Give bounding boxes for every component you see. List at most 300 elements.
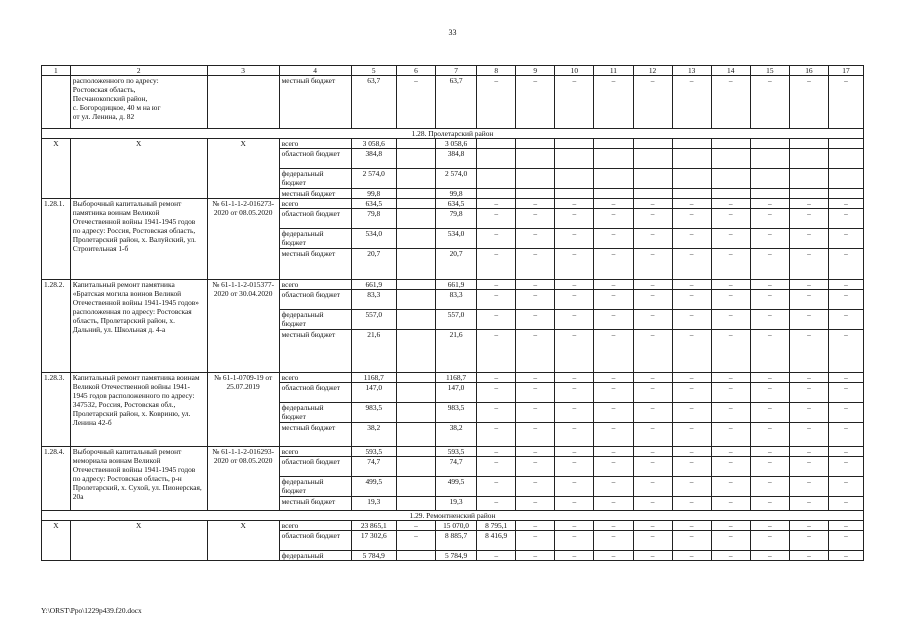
funding-source: местный бюджет bbox=[279, 76, 351, 129]
dash-cell: – bbox=[477, 310, 516, 330]
dash-cell: – bbox=[633, 310, 672, 330]
col-header: 1 bbox=[42, 66, 71, 76]
dash-cell: – bbox=[672, 423, 711, 447]
dash-cell: – bbox=[516, 249, 555, 280]
dash-cell: – bbox=[555, 330, 594, 373]
funding-source: местный бюджет bbox=[279, 249, 351, 280]
value-cell: 83,3 bbox=[435, 290, 476, 310]
dash-cell: – bbox=[750, 423, 789, 447]
dash-cell: – bbox=[750, 447, 789, 457]
dash-cell: – bbox=[555, 76, 594, 129]
dash-cell: – bbox=[516, 383, 555, 403]
value-cell: 8 416,9 bbox=[477, 531, 516, 551]
value-cell: 983,5 bbox=[351, 403, 396, 423]
object-name: Капитальный ремонт памятника воинам Великой Отечественной войны 1941-1945 годов расположенного по адресу: 347532, Россия, Ростовская обл., Пролетарский район, х. Ковриню, ул. Ленина 42-б bbox=[70, 373, 207, 447]
value-cell: 557,0 bbox=[435, 310, 476, 330]
section-title: 1.28. Пролетарский район bbox=[42, 129, 864, 139]
dash-cell: – bbox=[633, 290, 672, 310]
dash-cell: – bbox=[633, 477, 672, 497]
dash-cell: – bbox=[672, 373, 711, 383]
dash-cell: – bbox=[555, 373, 594, 383]
value-cell: 20,7 bbox=[435, 249, 476, 280]
col-header: 8 bbox=[477, 66, 516, 76]
dash-cell: – bbox=[594, 383, 633, 403]
value-cell: 147,0 bbox=[435, 383, 476, 403]
dash-cell: – bbox=[789, 199, 828, 209]
col-header: 11 bbox=[594, 66, 633, 76]
table-row bbox=[42, 521, 864, 531]
dash-cell: – bbox=[828, 423, 863, 447]
dash-cell: – bbox=[477, 373, 516, 383]
value-cell: 63,7 bbox=[351, 76, 396, 129]
value-cell: 499,5 bbox=[435, 477, 476, 497]
dash-cell: – bbox=[633, 551, 672, 561]
dash-cell: – bbox=[555, 209, 594, 229]
col-header: 3 bbox=[207, 66, 279, 76]
col-header: 16 bbox=[789, 66, 828, 76]
dash-cell: – bbox=[477, 457, 516, 477]
x-mark: X bbox=[42, 139, 71, 199]
table-row bbox=[42, 139, 864, 149]
dash-cell: – bbox=[594, 423, 633, 447]
x-mark: X bbox=[70, 521, 207, 561]
dash-cell: – bbox=[750, 383, 789, 403]
dash-cell: – bbox=[789, 447, 828, 457]
dash-cell: – bbox=[750, 373, 789, 383]
dash-cell: – bbox=[828, 280, 863, 290]
dash-cell: – bbox=[789, 209, 828, 229]
dash-cell: – bbox=[594, 330, 633, 373]
funding-source: всего bbox=[279, 521, 351, 531]
value-cell: 534,0 bbox=[351, 229, 396, 249]
dash-cell: – bbox=[711, 551, 750, 561]
value-cell: 661,9 bbox=[435, 280, 476, 290]
dash-cell: – bbox=[711, 457, 750, 477]
value-cell: 634,5 bbox=[351, 199, 396, 209]
value-cell: 23 865,1 bbox=[351, 521, 396, 531]
dash-cell: – bbox=[828, 209, 863, 229]
document-reference: № 61-1-0709-19 от 25.07.2019 bbox=[207, 373, 279, 447]
col-header: 5 bbox=[351, 66, 396, 76]
funding-source: областной бюджет bbox=[279, 290, 351, 310]
dash-cell: – bbox=[633, 403, 672, 423]
document-reference: № 61-1-1-2-016273-2020 от 08.05.2020 bbox=[207, 199, 279, 280]
dash-cell: – bbox=[789, 521, 828, 531]
dash-cell: – bbox=[828, 383, 863, 403]
dash-cell: – bbox=[828, 497, 863, 511]
dash-cell: – bbox=[672, 551, 711, 561]
dash-cell: – bbox=[750, 209, 789, 229]
value-cell: 21,6 bbox=[351, 330, 396, 373]
dash-cell: – bbox=[516, 477, 555, 497]
value-cell: 384,8 bbox=[351, 149, 396, 169]
dash-cell: – bbox=[711, 229, 750, 249]
value-cell: 593,5 bbox=[351, 447, 396, 457]
dash-cell: – bbox=[516, 290, 555, 310]
col-header: 6 bbox=[396, 66, 435, 76]
dash-cell: – bbox=[516, 551, 555, 561]
value-cell: 21,6 bbox=[435, 330, 476, 373]
dash-cell: – bbox=[594, 457, 633, 477]
dash-cell: – bbox=[750, 477, 789, 497]
funding-source: федеральный бюджет bbox=[279, 169, 351, 189]
dash-cell: – bbox=[672, 497, 711, 511]
dash-cell: – bbox=[672, 521, 711, 531]
funding-source: областной бюджет bbox=[279, 149, 351, 169]
value-cell: 38,2 bbox=[351, 423, 396, 447]
dash-cell: – bbox=[633, 229, 672, 249]
value-cell: 1168,7 bbox=[435, 373, 476, 383]
col-header: 9 bbox=[516, 66, 555, 76]
col-header: 13 bbox=[672, 66, 711, 76]
value-cell: 593,5 bbox=[435, 447, 476, 457]
dash-cell: – bbox=[477, 477, 516, 497]
dash-cell: – bbox=[555, 447, 594, 457]
value-cell: 79,8 bbox=[351, 209, 396, 229]
dash-cell: – bbox=[555, 477, 594, 497]
dash-cell: – bbox=[711, 497, 750, 511]
table-row bbox=[42, 373, 864, 383]
dash-cell: – bbox=[711, 330, 750, 373]
value-cell: 2 574,0 bbox=[351, 169, 396, 189]
dash-cell: – bbox=[555, 551, 594, 561]
value-cell: 20,7 bbox=[351, 249, 396, 280]
dash-cell: – bbox=[516, 76, 555, 129]
dash-cell: – bbox=[633, 280, 672, 290]
funding-source: областной бюджет bbox=[279, 209, 351, 229]
dash-cell: – bbox=[516, 531, 555, 551]
dash-cell: – bbox=[828, 373, 863, 383]
section-header bbox=[42, 511, 864, 521]
dash-cell: – bbox=[672, 330, 711, 373]
dash-cell: – bbox=[594, 373, 633, 383]
dash-cell: – bbox=[633, 330, 672, 373]
dash-cell: – bbox=[828, 477, 863, 497]
value-cell: 534,0 bbox=[435, 229, 476, 249]
section-header bbox=[42, 129, 864, 139]
dash-cell: – bbox=[516, 209, 555, 229]
dash-cell: – bbox=[516, 280, 555, 290]
value-cell: 15 070,0 bbox=[435, 521, 476, 531]
dash-cell: – bbox=[477, 199, 516, 209]
dash-cell: – bbox=[516, 199, 555, 209]
dash-cell: – bbox=[711, 477, 750, 497]
dash-cell: – bbox=[828, 551, 863, 561]
dash-cell: – bbox=[789, 373, 828, 383]
dash-cell: – bbox=[828, 521, 863, 531]
dash-cell: – bbox=[750, 521, 789, 531]
dash-cell: – bbox=[672, 199, 711, 209]
value-cell: 38,2 bbox=[435, 423, 476, 447]
dash-cell: – bbox=[594, 209, 633, 229]
funding-source: областной бюджет bbox=[279, 531, 351, 551]
funding-source: федеральный бюджет bbox=[279, 477, 351, 497]
dash-cell: – bbox=[516, 229, 555, 249]
dash-cell: – bbox=[594, 76, 633, 129]
funding-source: федеральный бюджет bbox=[279, 403, 351, 423]
dash-cell: – bbox=[672, 249, 711, 280]
dash-cell: – bbox=[555, 199, 594, 209]
dash-cell: – bbox=[672, 76, 711, 129]
dash-cell: – bbox=[750, 249, 789, 280]
dash-cell: – bbox=[516, 330, 555, 373]
dash-cell: – bbox=[711, 373, 750, 383]
dash-cell: – bbox=[828, 330, 863, 373]
x-mark: X bbox=[207, 521, 279, 561]
dash-cell: – bbox=[555, 383, 594, 403]
dash-cell: – bbox=[711, 76, 750, 129]
value-cell: – bbox=[396, 531, 435, 551]
value-cell: 74,7 bbox=[435, 457, 476, 477]
dash-cell: – bbox=[633, 199, 672, 209]
dash-cell: – bbox=[594, 497, 633, 511]
funding-source: федеральный bbox=[279, 551, 351, 561]
value-cell: 557,0 bbox=[351, 310, 396, 330]
dash-cell: – bbox=[477, 551, 516, 561]
dash-cell: – bbox=[555, 249, 594, 280]
funding-source: всего bbox=[279, 447, 351, 457]
dash-cell: – bbox=[789, 423, 828, 447]
dash-cell: – bbox=[594, 290, 633, 310]
dash-cell: – bbox=[711, 383, 750, 403]
dash-cell: – bbox=[711, 310, 750, 330]
dash-cell: – bbox=[633, 76, 672, 129]
dash-cell: – bbox=[516, 403, 555, 423]
dash-cell: – bbox=[555, 457, 594, 477]
dash-cell: – bbox=[594, 280, 633, 290]
dash-cell: – bbox=[555, 531, 594, 551]
dash-cell: – bbox=[789, 551, 828, 561]
dash-cell: – bbox=[672, 280, 711, 290]
dash-cell: – bbox=[789, 477, 828, 497]
dash-cell: – bbox=[711, 290, 750, 310]
dash-cell: – bbox=[789, 249, 828, 280]
dash-cell: – bbox=[477, 423, 516, 447]
page-number: 33 bbox=[448, 28, 457, 37]
dash-cell: – bbox=[828, 403, 863, 423]
value-cell: 99,8 bbox=[435, 189, 476, 199]
dash-cell: – bbox=[672, 477, 711, 497]
dash-cell: – bbox=[828, 457, 863, 477]
dash-cell: – bbox=[750, 497, 789, 511]
column-number-row bbox=[42, 66, 864, 76]
dash-cell: – bbox=[477, 447, 516, 457]
value-cell: 8 795,1 bbox=[477, 521, 516, 531]
value-cell: – bbox=[396, 521, 435, 531]
item-number: 1.28.4. bbox=[42, 447, 71, 511]
funding-source: всего bbox=[279, 280, 351, 290]
dash-cell: – bbox=[594, 521, 633, 531]
dash-cell: – bbox=[594, 199, 633, 209]
col-header: 15 bbox=[750, 66, 789, 76]
dash-cell: – bbox=[633, 373, 672, 383]
dash-cell: – bbox=[516, 373, 555, 383]
value-cell: 147,0 bbox=[351, 383, 396, 403]
dash-cell: – bbox=[555, 290, 594, 310]
item-number: 1.28.3. bbox=[42, 373, 71, 447]
dash-cell: – bbox=[555, 403, 594, 423]
dash-cell: – bbox=[789, 457, 828, 477]
col-header: 12 bbox=[633, 66, 672, 76]
dash-cell: – bbox=[477, 229, 516, 249]
dash-cell: – bbox=[672, 209, 711, 229]
item-number: 1.28.1. bbox=[42, 199, 71, 280]
funding-source: федеральный бюджет bbox=[279, 229, 351, 249]
dash-cell: – bbox=[555, 497, 594, 511]
col-header: 17 bbox=[828, 66, 863, 76]
dash-cell: – bbox=[477, 280, 516, 290]
dash-cell: – bbox=[516, 310, 555, 330]
dash-cell: – bbox=[789, 497, 828, 511]
value-cell: 2 574,0 bbox=[435, 169, 476, 189]
dash-cell: – bbox=[672, 403, 711, 423]
dash-cell: – bbox=[555, 280, 594, 290]
dash-cell: – bbox=[594, 477, 633, 497]
dash-cell: – bbox=[594, 249, 633, 280]
dash-cell: – bbox=[789, 383, 828, 403]
dash-cell: – bbox=[672, 310, 711, 330]
dash-cell: – bbox=[828, 199, 863, 209]
dash-cell: – bbox=[672, 447, 711, 457]
dash-cell: – bbox=[555, 521, 594, 531]
dash-cell: – bbox=[672, 457, 711, 477]
dash-cell: – bbox=[750, 229, 789, 249]
dash-cell: – bbox=[711, 280, 750, 290]
dash-cell: – bbox=[516, 423, 555, 447]
dash-cell: – bbox=[672, 290, 711, 310]
dash-cell: – bbox=[633, 447, 672, 457]
value-cell: 661,9 bbox=[351, 280, 396, 290]
funding-source: местный бюджет bbox=[279, 330, 351, 373]
file-path-footer: Y:\ORST\Ppo\1229p439.f20.docx bbox=[41, 606, 142, 615]
dash-cell: – bbox=[789, 310, 828, 330]
col-header: 4 bbox=[279, 66, 351, 76]
funding-source: всего bbox=[279, 199, 351, 209]
value-cell: 3 058,6 bbox=[435, 139, 476, 149]
x-mark: X bbox=[70, 139, 207, 199]
value-cell: 634,5 bbox=[435, 199, 476, 209]
value-cell: 499,5 bbox=[351, 477, 396, 497]
dash-cell: – bbox=[711, 403, 750, 423]
dash-cell: – bbox=[750, 531, 789, 551]
dash-cell: – bbox=[516, 497, 555, 511]
value-cell: 99,8 bbox=[351, 189, 396, 199]
dash-cell: – bbox=[477, 383, 516, 403]
dash-cell: – bbox=[750, 551, 789, 561]
dash-cell: – bbox=[789, 531, 828, 551]
value-cell: 8 885,7 bbox=[435, 531, 476, 551]
dash-cell: – bbox=[828, 447, 863, 457]
value-cell: 5 784,9 bbox=[435, 551, 476, 561]
dash-cell: – bbox=[828, 290, 863, 310]
col-header: 7 bbox=[435, 66, 476, 76]
col-header: 10 bbox=[555, 66, 594, 76]
dash-cell: – bbox=[711, 249, 750, 280]
dash-cell: – bbox=[555, 310, 594, 330]
dash-cell: – bbox=[750, 310, 789, 330]
dash-cell: – bbox=[672, 229, 711, 249]
dash-cell: – bbox=[516, 457, 555, 477]
dash-cell: – bbox=[750, 403, 789, 423]
col-header: 2 bbox=[70, 66, 207, 76]
object-name: Выборочный капитальный ремонт мемориала воинам Великой Отечественной войны 1941-1945 годов по адресу: Ростовская область, р-н Пролетарский, х. Сухой, ул. Пионерская, 20а bbox=[70, 447, 207, 511]
dash-cell: – bbox=[789, 403, 828, 423]
value-cell: 1168,7 bbox=[351, 373, 396, 383]
value-cell: 983,5 bbox=[435, 403, 476, 423]
dash-cell: – bbox=[594, 310, 633, 330]
value-cell: 384,8 bbox=[435, 149, 476, 169]
dash-cell: – bbox=[789, 290, 828, 310]
dash-cell: – bbox=[672, 383, 711, 403]
dash-cell: – bbox=[711, 447, 750, 457]
document-reference: № 61-1-1-2-016293-2020 от 08.05.2020 bbox=[207, 447, 279, 511]
table-row bbox=[42, 447, 864, 457]
dash-cell: – bbox=[477, 330, 516, 373]
funding-source: всего bbox=[279, 373, 351, 383]
budget-table bbox=[41, 65, 864, 561]
value-cell: 83,3 bbox=[351, 290, 396, 310]
dash-cell: – bbox=[594, 531, 633, 551]
value-cell: 19,3 bbox=[351, 497, 396, 511]
funding-source: областной бюджет bbox=[279, 457, 351, 477]
dash-cell: – bbox=[594, 551, 633, 561]
table-row bbox=[42, 280, 864, 290]
dash-cell: – bbox=[750, 280, 789, 290]
object-name: Капитальный ремонт памятника «Братская могила воинов Великой Отечественной войны 1941-1945 годов» расположенная по адресу: Ростовская область, Пролетарский район, х. Дальний, ул. Школьная д. 4-а bbox=[70, 280, 207, 373]
dash-cell: – bbox=[711, 531, 750, 551]
dash-cell: – bbox=[633, 497, 672, 511]
dash-cell: – bbox=[477, 76, 516, 129]
dash-cell: – bbox=[555, 229, 594, 249]
dash-cell: – bbox=[711, 423, 750, 447]
dash-cell: – bbox=[750, 199, 789, 209]
dash-cell: – bbox=[789, 330, 828, 373]
col-header: 14 bbox=[711, 66, 750, 76]
dash-cell: – bbox=[516, 447, 555, 457]
dash-cell: – bbox=[633, 457, 672, 477]
value-cell: 74,7 bbox=[351, 457, 396, 477]
dash-cell: – bbox=[594, 403, 633, 423]
table-row bbox=[42, 76, 864, 129]
value-cell: 79,8 bbox=[435, 209, 476, 229]
dash-cell: – bbox=[750, 76, 789, 129]
x-mark: X bbox=[42, 521, 71, 561]
item-number: 1.28.2. bbox=[42, 280, 71, 373]
dash-cell: – bbox=[516, 521, 555, 531]
value-cell: 17 302,6 bbox=[351, 531, 396, 551]
dash-cell: – bbox=[477, 497, 516, 511]
value-cell: 3 058,6 bbox=[351, 139, 396, 149]
value-cell: 5 784,9 bbox=[351, 551, 396, 561]
dash-cell: – bbox=[711, 199, 750, 209]
dash-cell: – bbox=[789, 76, 828, 129]
dash-cell: – bbox=[828, 76, 863, 129]
document-reference: № 61-1-1-2-015377-2020 от 30.04.2020 bbox=[207, 280, 279, 373]
dash-cell: – bbox=[711, 521, 750, 531]
dash-cell: – bbox=[750, 290, 789, 310]
dash-cell: – bbox=[750, 330, 789, 373]
dash-cell: – bbox=[828, 310, 863, 330]
section-title: 1.29. Ремонтненский район bbox=[42, 511, 864, 521]
dash-cell: – bbox=[594, 447, 633, 457]
dash-cell: – bbox=[633, 249, 672, 280]
table-row bbox=[42, 199, 864, 209]
dash-cell: – bbox=[789, 280, 828, 290]
dash-cell: – bbox=[633, 531, 672, 551]
dash-cell: – bbox=[711, 209, 750, 229]
dash-cell: – bbox=[828, 229, 863, 249]
dash-cell: – bbox=[828, 249, 863, 280]
